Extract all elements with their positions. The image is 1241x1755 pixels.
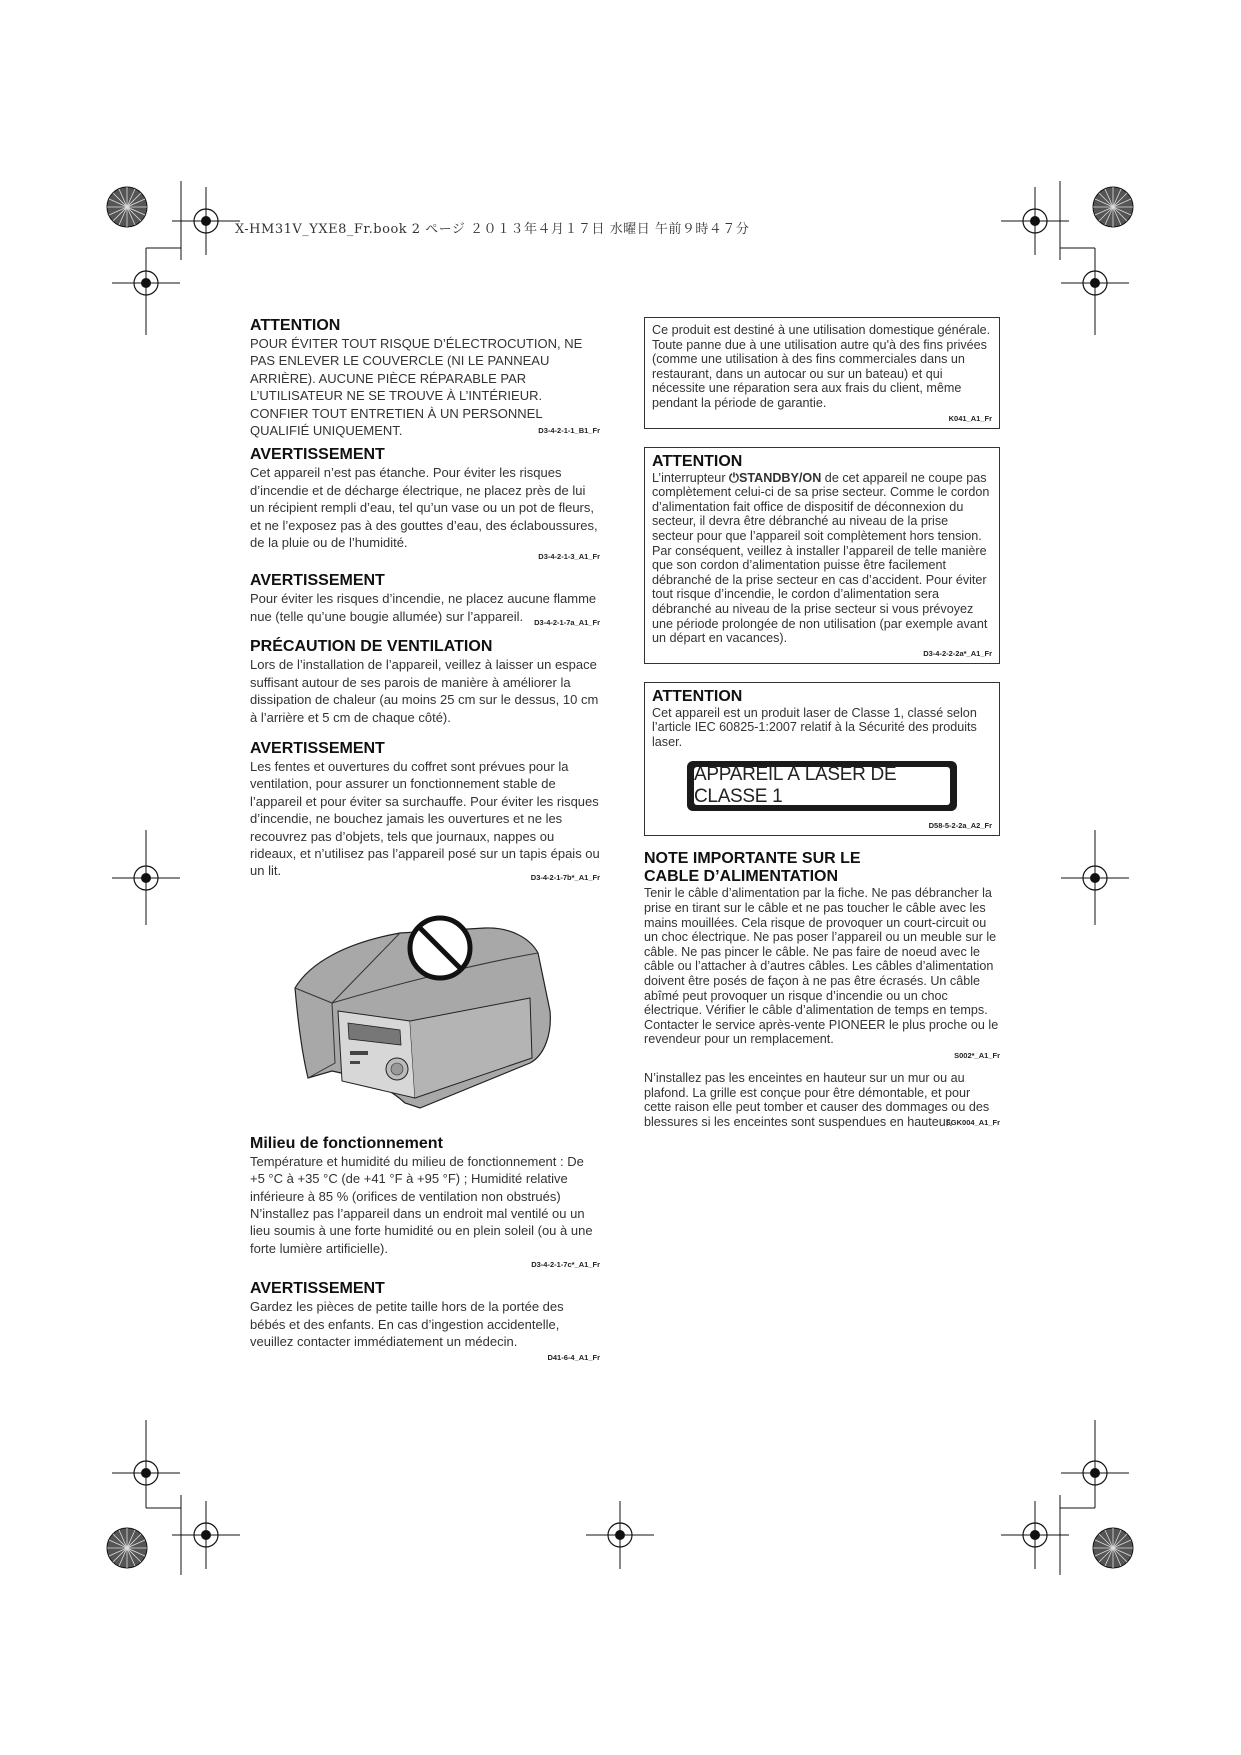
- reference-code: D3-4-2-1-7b*_A1_Fr: [530, 872, 600, 882]
- reference-code: D3-4-2-1-7c*_A1_Fr: [531, 1260, 600, 1270]
- section-text: N’installez pas l’appareil dans un endroit mal ventilé ou un lieu soumis à une forte humidité ou en plein soleil (ou à une forte lumière artificielle).: [250, 1205, 593, 1256]
- attention-block: [250, 317, 600, 439]
- reference-code: D3-4-2-1-7a_A1_Fr: [534, 618, 600, 628]
- warning-small-parts-block: [250, 1280, 600, 1363]
- section-title: AVERTISSEMENT: [250, 1280, 385, 1298]
- section-text: N’installez pas les enceintes en hauteur sur un mur ou au plafond. La grille est conçue pour être démontable, et pour cette raison elle peut tomber et causer des dommages ou des blessures si les enceintes sont suspendues en hauteur.: [644, 1071, 990, 1129]
- laser-class-label: [687, 761, 957, 811]
- reference-code: D3-4-2-1-3_A1_Fr: [538, 552, 600, 562]
- section-title: ATTENTION: [652, 452, 743, 470]
- section-title: AVERTISSEMENT: [250, 572, 385, 590]
- section-text: Tenir le câble d’alimentation par la fiche. Ne pas débrancher la prise en tirant sur le câble et ne pas toucher le câble avec les mains mouillées. Cela risque de provoquer un court-circuit ou un choc électrique. Ne pas poser l’appareil ou un meuble sur le câble. Ne pas pincer le câble. Ne pas faire de noeud avec le câble ou l’attacher à d’autres câbles. Les câbles d’alimentation doivent être posés de façon à ne pas être écrasés. Un câble abîmé peut provoquer un risque d’incendie ou un choc électrique. Vérifier le câble d’alimentation de temps en temps. Contacter le service après-vente PIONEER le plus proche ou le revendeur pour un remplacement.: [644, 886, 999, 1047]
- section-title: AVERTISSEMENT: [250, 739, 385, 757]
- power-cable-note-block: [644, 850, 1000, 1061]
- section-text: Les fentes et ouvertures du coffret sont prévues pour la ventilation, pour assurer un fonctionnement stable de l’appareil et pour éviter sa surchauffe. Pour éviter les risques d’incendie, ne bouchez jamais les ouvertures et ne les recouvrez pas d’objets, tels que journaux, nappes ou rideaux, et n’utilisez pas l’appareil posé sur un tapis épais ou un lit.: [250, 758, 600, 879]
- text-part: L’interrupteur: [652, 470, 730, 485]
- reference-code: D3-4-2-2-2a*_A1_Fr: [923, 648, 992, 658]
- section-text: Cet appareil n’est pas étanche. Pour éviter les risques d’incendie et de décharge électrique, ne placez près de lui un récipient rempli d’eau, tel qu’un vase ou un pot de fleurs, et ne l’exposez pas à des gouttes d’eau, des éclaboussures, de la pluie ou de l’humidité.: [250, 465, 598, 551]
- reference-code: D3-4-2-1-1_B1_Fr: [538, 426, 600, 436]
- right-column: [644, 317, 1000, 1138]
- section-text: Lors de l’installation de l’appareil, veillez à laisser un espace suffisant autour de ses parois de manière à améliorer la dissipation de chaleur (au moins 25 cm sur le dessus, 10 cm à l’arrière et 5 cm de chaque côté).: [250, 657, 599, 725]
- ventilation-block: [250, 638, 600, 726]
- warning-flame-block: [250, 572, 600, 628]
- reference-code: D58-5-2-2a_A2_Fr: [928, 821, 992, 831]
- reference-code: K041_A1_Fr: [948, 413, 992, 423]
- section-title: ATTENTION: [652, 687, 743, 705]
- section-title: AVERTISSEMENT: [250, 446, 385, 464]
- box-text: Cet appareil est un produit laser de Classe 1, classé selon l’article IEC 60825-1:2007 relatif à la Sécurité des produits laser.: [652, 705, 977, 749]
- section-title: ATTENTION: [250, 317, 341, 334]
- speaker-mounting-block: [644, 1071, 1000, 1128]
- reference-code: S002*_A1_Fr: [954, 1051, 1000, 1060]
- warning-water-block: [250, 446, 600, 562]
- domestic-use-box: [644, 317, 1000, 429]
- section-text: Pour éviter les risques d’incendie, ne placez aucune flamme nue (telle qu’une bougie allumée) sur l’appareil.: [250, 591, 597, 624]
- section-title: NOTE IMPORTANTE SUR LE CABLE D’ALIMENTATION: [644, 850, 861, 886]
- standby-attention-box: [644, 447, 1000, 664]
- laser-attention-box: [644, 682, 1000, 837]
- left-column: [250, 317, 600, 1373]
- reference-code: SGK004_A1_Fr: [945, 1118, 1000, 1128]
- standby-on-label: ⏻STANDBY/ON: [729, 470, 822, 485]
- print-header: X-HM31V_YXE8_Fr.book 2 ページ ２０１３年４月１７日 水曜日 午前９時４７分: [235, 222, 750, 237]
- reference-code: D41-6-4_A1_Fr: [547, 1353, 600, 1363]
- section-text: POUR ÉVITER TOUT RISQUE D’ÉLECTROCUTION, NE PAS ENLEVER LE COUVERCLE (NI LE PANNEAU ARRIÈRE). AUCUNE PIÈCE RÉPARABLE PAR L’UTILISATEUR NE SE TROUVE À L’INTÉRIEUR. CONFIER TOUT ENTRETIEN À UN PERSONNEL QUALIFIÉ UNIQUEMENT.: [250, 336, 583, 439]
- environment-block: [250, 1135, 600, 1270]
- section-title: PRÉCAUTION DE VENTILATION: [250, 638, 493, 656]
- laser-class-label-text: APPAREIL À LASER DE CLASSE 1: [694, 767, 950, 805]
- section-text: Gardez les pièces de petite taille hors de la portée des bébés et des enfants. En cas d’ingestion accidentelle, veuillez contacter immédiatement un médecin.: [250, 1299, 564, 1349]
- section-text: Température et humidité du milieu de fonctionnement : De +5 °C à +35 °C (de +41 °F à +95 °F) ; Humidité relative inférieure à 85 % (orifices de ventilation non obstrués): [250, 1153, 584, 1204]
- warning-openings-block: [250, 740, 600, 883]
- covered-device-illustration: [250, 893, 600, 1129]
- section-title: Milieu de fonctionnement: [250, 1134, 443, 1152]
- text-part: de cet appareil ne coupe pas complètement celui-ci de sa prise secteur. Comme le cordon d’alimentation fait office de dispositif de déconnexion du secteur, il devra être débranché au niveau de la prise secteur pour que l’appareil soit complètement hors tension. Par conséquent, veillez à installer l’appareil de telle manière que son cordon d’alimentation puisse être facilement débranché de la prise secteur en cas d’accident. Pour éviter tout risque d’incendie, le cordon d’alimentation sera débranché au niveau de la prise secteur si vous prévoyez une période prolongée de non utilisation (par exemple avant un départ en vacances).: [652, 470, 990, 646]
- box-text: [652, 471, 992, 646]
- box-text: Ce produit est destiné à une utilisation domestique générale. Toute panne due à une utilisation autre qu'à des fins privées (comme une utilisation à des fins commerciales dans un restaurant, dans un autocar ou sur un bateau) et qui nécessite une réparation sera aux frais du client, même pendant la période de garantie.: [652, 323, 991, 410]
